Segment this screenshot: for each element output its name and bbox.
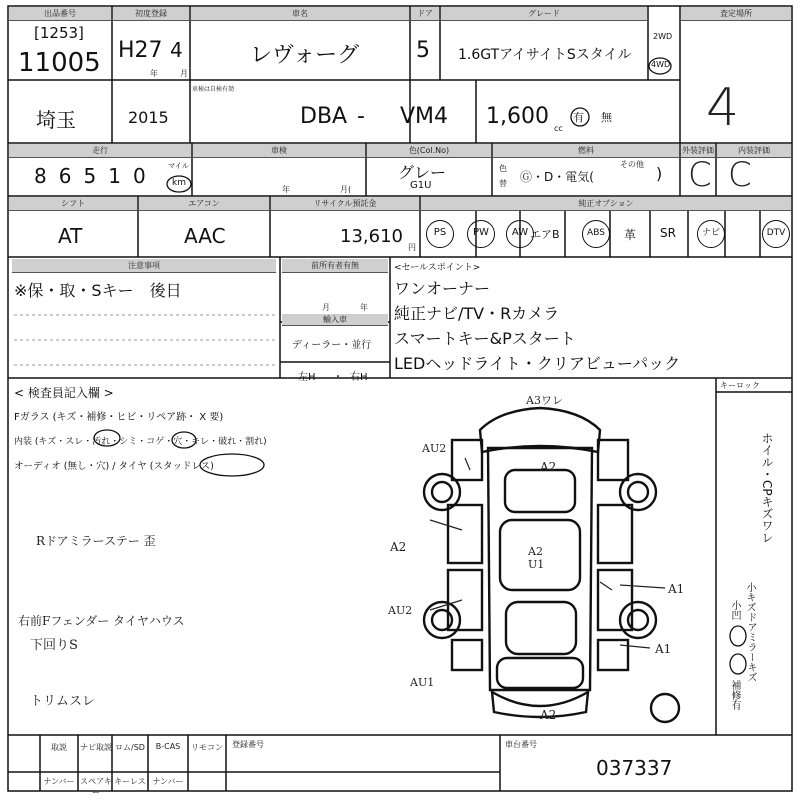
footer-remote: リモコン	[191, 743, 223, 752]
equip-dtv: DTV	[762, 220, 790, 248]
import-dealer: ディーラー・並行	[292, 340, 372, 351]
inspector-line-glass: Fガラス (キズ・補修・ヒビ・リペア跡・ X 要)	[14, 412, 224, 423]
history-month: 月	[322, 303, 330, 312]
year-suffix: 年	[150, 69, 158, 78]
inspector-title: < 検査員記入欄 >	[14, 386, 114, 400]
footer-rom: ロム/SD	[115, 743, 145, 752]
exterior-grade: C	[688, 155, 712, 195]
fuel-options: Ⓖ・D・電気(	[520, 170, 594, 184]
sales-label: <セールスポイント>	[394, 263, 481, 273]
sales-point: スマートキー&Pスタート	[394, 329, 576, 348]
shift-label: シフト	[9, 197, 137, 211]
shift-value: AT	[58, 224, 83, 248]
lot-label: 出品番号	[9, 7, 111, 21]
equip-pw: PW	[467, 220, 495, 248]
lot-number: 11005	[18, 48, 101, 78]
displacement: 1,600	[486, 104, 549, 129]
doors-value: 5	[416, 38, 430, 63]
year-western: 2015	[128, 108, 169, 127]
reg-number-label: 登録番号	[232, 740, 264, 749]
interior-grade: C	[728, 155, 752, 195]
interior-label: 内装評価	[717, 144, 791, 158]
first-reg-era: H27	[118, 38, 163, 63]
key-label: キーロック	[720, 381, 760, 390]
damage-mark: A1	[668, 582, 685, 596]
steering-right: 右H	[350, 372, 368, 383]
inspection-note: 車検は自検有効	[192, 86, 235, 93]
mileage-unit-mile: マイル	[168, 162, 189, 170]
damage-mark: A2	[540, 460, 557, 474]
equip-leather: 革	[624, 228, 637, 242]
handwritten-note: 右前Fフェンダー タイヤハウス	[18, 614, 185, 628]
recycle-label: リサイクル預託金	[271, 197, 419, 211]
legend-column-1: ホイル・CPキズワレ	[760, 432, 774, 544]
legend-column-2: 小キズ	[744, 582, 755, 612]
steering-dot: ・	[333, 372, 343, 383]
damage-mark: A2 U1	[528, 545, 545, 571]
sales-point: LEDヘッドライト・クリアビューパック	[394, 354, 681, 373]
mileage-unit-km: km	[172, 178, 186, 188]
inspector-line-interior: 内装 (キズ・スレ・汚れ・シミ・コゲ・穴・キレ・破れ・割れ)	[14, 437, 267, 447]
footer-spare-key: スペアキー	[80, 777, 112, 797]
month-suffix: 月	[180, 69, 188, 78]
prefecture: 埼玉	[36, 108, 76, 132]
footer-manual: 取説	[51, 743, 67, 752]
sales-point: ワンオーナー	[394, 279, 491, 298]
car-diagram	[424, 408, 679, 722]
import-label: 輸入車	[282, 314, 388, 326]
handwritten-note: トリムスレ	[30, 694, 96, 709]
color-swap-1: 色	[499, 164, 507, 173]
equip-airbag: エアB	[530, 228, 560, 241]
damage-mark: AU2	[422, 442, 447, 455]
cc-unit: cc	[554, 124, 563, 133]
sales-point: 純正ナビ/TV・Rカメラ	[394, 304, 560, 323]
grade-label: グレード	[441, 7, 647, 21]
damage-mark: A3ワレ	[526, 394, 563, 407]
handwritten-note: 下回りS	[30, 638, 78, 653]
damage-mark: A2	[390, 540, 407, 554]
lot-code: [1253]	[34, 24, 84, 42]
turbo-no: 無	[601, 111, 612, 124]
damage-mark: A2	[540, 708, 557, 722]
handwritten-note: Rドアミラーステー 歪	[36, 534, 156, 548]
fuel-other: その他	[620, 160, 644, 169]
footer-keyless: キーレス	[114, 777, 146, 786]
grade-value: 1.6GTアイサイトSスタイル	[458, 47, 632, 63]
legend-column-3: 小凹	[729, 600, 740, 620]
overall-score: 4	[706, 78, 740, 138]
equip-sunroof: SR	[660, 226, 676, 240]
legend-column-4: ドアミラーキズ	[745, 612, 756, 682]
chassis-number: 037337	[596, 756, 673, 780]
footer-number: ナンバー	[152, 777, 184, 786]
color-label: 色(Col.No)	[367, 144, 491, 158]
model-prefix: DBA	[300, 104, 348, 129]
drive-2wd: 2WD	[653, 32, 673, 41]
year-label: 初度登録	[113, 7, 189, 21]
footer-navi-manual: ナビ取説	[80, 743, 112, 752]
exterior-label: 外装評価	[681, 144, 715, 158]
color-code: G1U	[410, 180, 432, 191]
history-label: 前所有者有無	[282, 259, 388, 273]
recycle-value: 13,610	[340, 226, 403, 247]
ac-value: AAC	[184, 224, 226, 248]
damage-mark: AU1	[410, 676, 435, 689]
fuel-close: )	[656, 164, 663, 183]
first-reg-month: 4	[170, 38, 183, 62]
chassis-number-label: 車台番号	[505, 740, 537, 749]
chassis-code: VM4	[400, 104, 449, 129]
inspector-line-audio: オーディオ (無し・穴) / タイヤ (スタッドレス)	[14, 461, 214, 472]
steering-left: 左H	[298, 372, 316, 383]
sales-points	[394, 276, 680, 376]
footer-plate: ナンバー	[43, 777, 75, 786]
equip-abs: ABS	[582, 220, 610, 248]
model-label: 車名	[191, 7, 409, 21]
drive-4wd: 4WD	[651, 60, 671, 69]
recycle-unit: 円	[408, 243, 416, 252]
legend-column-5: 補修有	[729, 680, 740, 710]
history-year: 年	[360, 303, 368, 312]
color-name: グレー	[398, 163, 447, 182]
equip-ps: PS	[426, 220, 454, 248]
location-label: 査定場所	[681, 7, 791, 21]
doors-label: ドア	[411, 7, 439, 21]
equip-aw: AW	[506, 220, 534, 248]
footer-bcas: B-CAS	[155, 742, 181, 751]
inspection-year: 年	[282, 185, 290, 194]
notes-text: ※保・取・Sキー 後日	[14, 281, 182, 300]
inspection-month: 月(	[340, 185, 352, 194]
model-dash: -	[357, 104, 365, 129]
damage-mark: AU2	[388, 604, 413, 617]
notes-label: 注意事項	[12, 259, 276, 273]
mileage-label: 走行	[9, 144, 191, 158]
equipment-label: 純正オプション	[421, 197, 791, 211]
model-name: レヴォーグ	[250, 43, 360, 68]
mileage-digits: 86510	[34, 164, 158, 188]
ac-label: エアコン	[139, 197, 269, 211]
damage-mark: A1	[655, 642, 672, 656]
fuel-label: 燃料	[493, 144, 679, 158]
color-swap-2: 替	[499, 179, 507, 188]
equip-navi: ナビ	[697, 220, 725, 248]
turbo-yes: 有	[573, 111, 584, 124]
inspection-label: 車検	[193, 144, 365, 158]
